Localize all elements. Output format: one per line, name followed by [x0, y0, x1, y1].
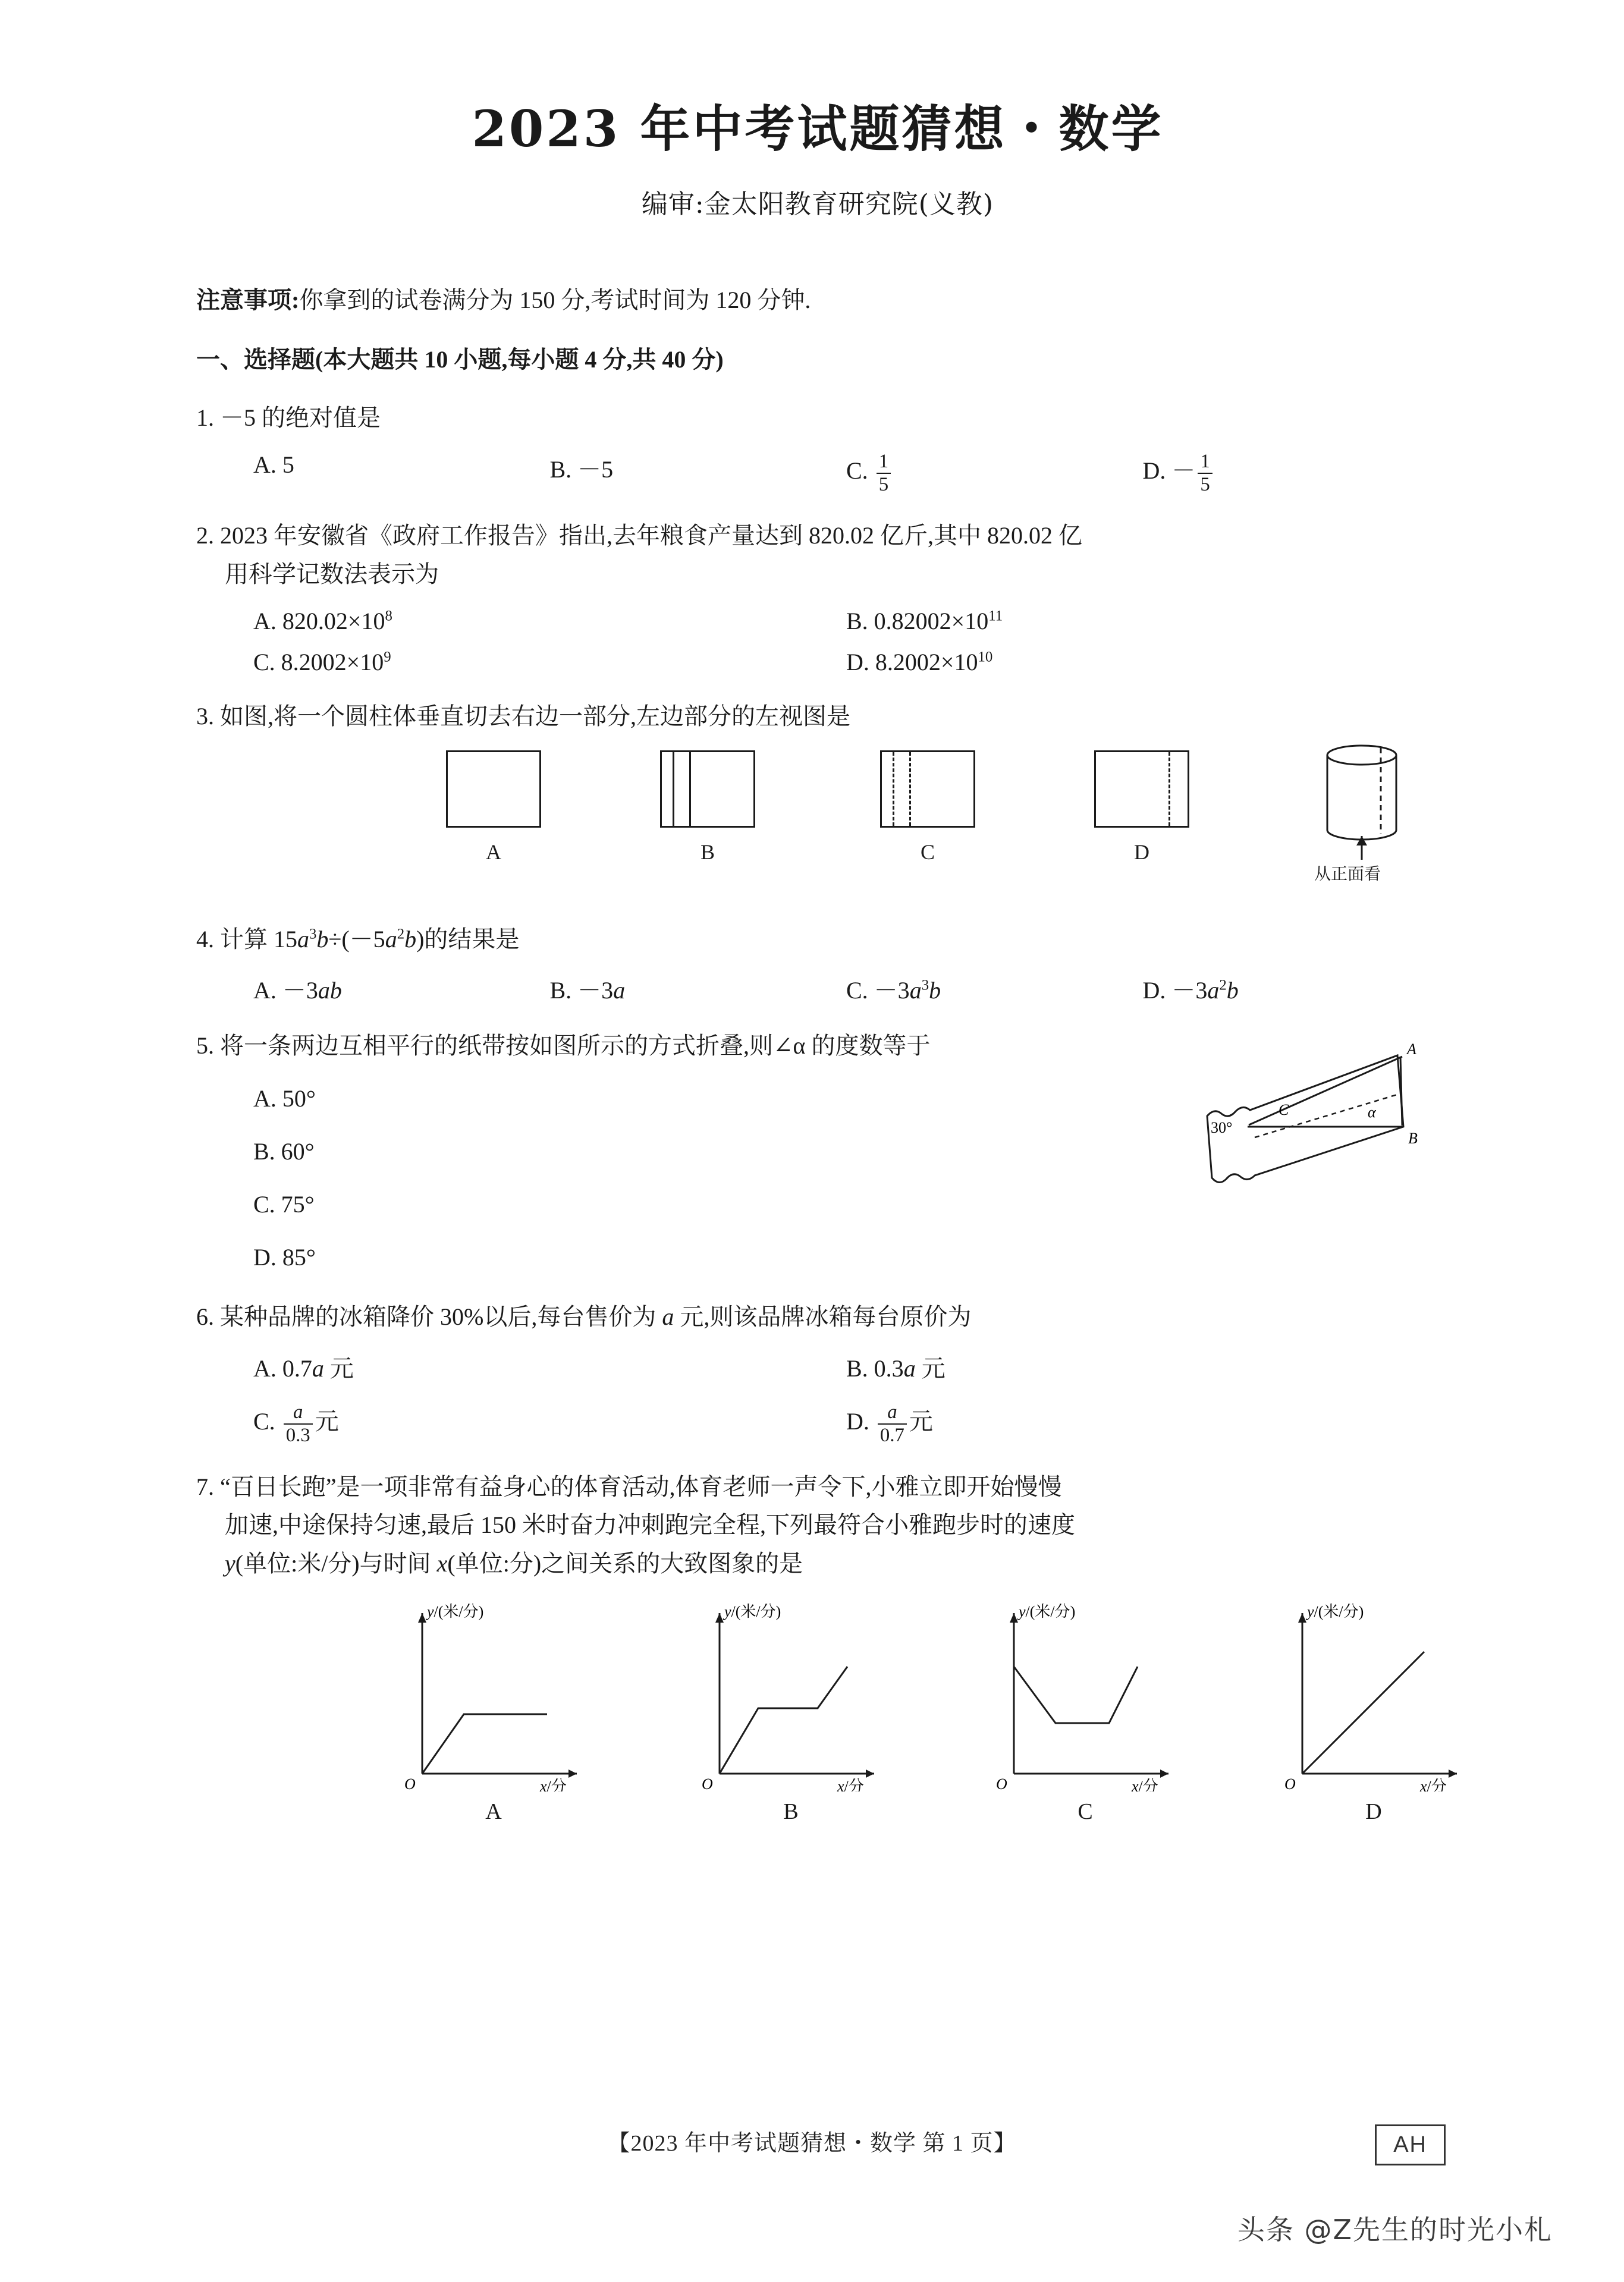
question-3-figures	[196, 744, 1439, 899]
svg-text:O: O	[1284, 1775, 1296, 1792]
question-2	[196, 517, 1439, 594]
option-4-d[interactable]: D. $-3a^2b$	[1142, 977, 1239, 1004]
question-7-figures	[196, 1595, 1447, 1833]
page-content	[196, 89, 1447, 1833]
page-subtitle: 编审:金太阳教育研究院(义教)	[641, 189, 994, 219]
svg-text:B: B	[1408, 1130, 1418, 1148]
section-heading: 一、选择题(本大题共 10 小题,每小题 4 分,共 40 分)	[196, 346, 724, 373]
graph-7-d	[1273, 1595, 1475, 1825]
question-1-stem: －5 的绝对值是	[220, 404, 381, 431]
graph-7-c-label: C	[1078, 1799, 1093, 1825]
question-5-figure	[1189, 1027, 1439, 1223]
svg-text:O: O	[702, 1775, 713, 1792]
question-4-number: 4.	[196, 925, 214, 953]
svg-text:y/(米/分): y/(米/分)	[724, 1603, 781, 1621]
question-2-stem: 2023 年安徽省《政府工作报告》指出,去年粮食产量达到 820.02 亿斤,其中 820.02 亿	[220, 522, 1082, 549]
question-5-number: 5.	[196, 1032, 214, 1060]
question-7	[196, 1468, 1439, 1583]
option-2-d[interactable]: D. $8.2002\times 10^{10}$	[846, 648, 993, 675]
svg-text:30°: 30°	[1211, 1119, 1233, 1137]
option-5-d[interactable]: D. 85°	[253, 1243, 316, 1271]
option-6-b[interactable]: B. 0.3a 元	[846, 1355, 945, 1382]
svg-text:C: C	[1279, 1101, 1289, 1119]
question-1-number: 1.	[196, 404, 214, 431]
svg-text:y/(米/分): y/(米/分)	[1307, 1603, 1364, 1621]
graph-7-b-label: B	[783, 1799, 799, 1825]
graph-7-d-label: D	[1365, 1799, 1382, 1825]
option-5-b[interactable]: B. 60°	[253, 1138, 315, 1165]
page-title: 2023 年中考试题猜想・数学	[472, 99, 1164, 158]
svg-text:y/(米/分): y/(米/分)	[1019, 1603, 1076, 1621]
option-2-a[interactable]: A. $820.02\times 10^8$	[253, 607, 392, 634]
svg-text:α: α	[1368, 1104, 1376, 1121]
svg-text:x/分: x/分	[540, 1778, 567, 1792]
graph-7-a	[392, 1595, 595, 1825]
watermark: 头条 @Z先生的时光小札	[1237, 2214, 1553, 2246]
question-6-number: 6.	[196, 1303, 214, 1331]
option-6-c[interactable]: C. $\frac{a}{0.3}$ 元	[253, 1401, 339, 1446]
option-1-c[interactable]: C. $\frac{1}{5}$	[846, 451, 1143, 495]
option-1-a[interactable]: A. 5	[253, 451, 294, 478]
option-5-a[interactable]: A. 50°	[253, 1085, 316, 1112]
option-4-b[interactable]: B. －3a	[549, 977, 626, 1004]
question-5	[196, 1027, 1439, 1277]
graph-7-b	[690, 1595, 892, 1825]
option-5-c[interactable]: C. 75°	[253, 1190, 315, 1218]
figure-3-c-shape	[880, 750, 975, 828]
option-4-c[interactable]: C. $-3a^3b$	[846, 977, 941, 1004]
question-6-stem: 某种品牌的冰箱降价 30%以后,每台售价为 a 元,则该品牌冰箱每台原价为	[220, 1303, 972, 1331]
question-1-options	[196, 451, 1439, 495]
question-3-stem: 如图,将一个圆柱体垂直切去右边一部分,左边部分的左视图是	[220, 702, 850, 730]
question-7-stem: “百日长跑”是一项非常有益身心的体育活动,体育老师一声令下,小雅立即开始慢慢	[220, 1473, 1062, 1500]
cylinder-figure	[1302, 741, 1439, 878]
svg-text:x/分: x/分	[1420, 1778, 1447, 1792]
figure-3-b-label: B	[700, 840, 715, 864]
question-6	[196, 1298, 1439, 1337]
question-4-stem: 计算 $15a^3b\div(-5a^2b)$的结果是	[220, 925, 520, 953]
region-badge: AH	[1375, 2124, 1446, 2165]
question-3	[196, 697, 1439, 736]
question-6-options-row2	[196, 1401, 1439, 1446]
question-7-stem-cont2: y(单位:米/分)与时间 x(单位:分)之间关系的大致图象的是	[225, 1550, 803, 1577]
svg-text:y/(米/分): y/(米/分)	[427, 1603, 484, 1621]
svg-text:x/分: x/分	[1132, 1778, 1158, 1792]
figure-3-a-shape	[446, 750, 541, 828]
question-2-number: 2.	[196, 522, 214, 549]
notice-label: 注意事项:	[196, 287, 300, 313]
figure-3-caption: 从正面看	[1314, 865, 1381, 884]
svg-text:x/分: x/分	[837, 1778, 864, 1792]
footer-text: 【2023 年中考试题猜想・数学 第 1 页】	[607, 2131, 1017, 2156]
question-3-number: 3.	[196, 702, 214, 730]
question-6-options-row1	[196, 1350, 1439, 1384]
option-6-d[interactable]: D. $\frac{a}{0.7}$ 元	[846, 1401, 933, 1446]
figure-3-b-shape	[660, 750, 755, 828]
notice-text: 你拿到的试卷满分为 150 分,考试时间为 120 分钟.	[299, 287, 811, 313]
question-4-options	[196, 972, 1439, 1005]
figure-3-a-label: A	[486, 840, 501, 864]
figure-3-c-label: C	[920, 840, 935, 864]
question-1	[196, 399, 1439, 438]
option-4-a[interactable]: A. －3ab	[253, 977, 342, 1004]
graph-7-a-label: A	[485, 1799, 502, 1825]
svg-text:O: O	[996, 1775, 1007, 1792]
option-2-c[interactable]: C. $8.2002\times 10^9$	[253, 648, 391, 675]
question-4	[196, 920, 1439, 959]
question-2-stem-cont: 用科学记数法表示为	[225, 561, 439, 588]
question-2-options-row1	[196, 607, 1439, 635]
question-7-number: 7.	[196, 1473, 214, 1500]
option-1-d[interactable]: D. － $\frac{1}{5}$	[1143, 451, 1440, 495]
option-1-b[interactable]: B. －5	[549, 455, 614, 483]
figure-3-d-shape	[1094, 750, 1189, 828]
option-2-b[interactable]: B. $0.82002\times 10^{11}$	[846, 607, 1003, 634]
graph-7-c	[984, 1595, 1186, 1825]
question-7-stem-cont1: 加速,中途保持匀速,最后 150 米时奋力冲刺跑完全程,下列最符合小雅跑步时的速度	[225, 1511, 1075, 1539]
option-6-a[interactable]: A. 0.7a 元	[253, 1355, 354, 1382]
svg-text:O: O	[404, 1775, 416, 1792]
question-2-options-row2	[196, 648, 1439, 676]
svg-text:A: A	[1407, 1041, 1416, 1058]
question-5-stem: 将一条两边互相平行的纸带按如图所示的方式折叠,则∠α 的度数等于	[220, 1032, 931, 1060]
notice-line	[196, 282, 1439, 318]
figure-3-d-label: D	[1134, 840, 1149, 864]
